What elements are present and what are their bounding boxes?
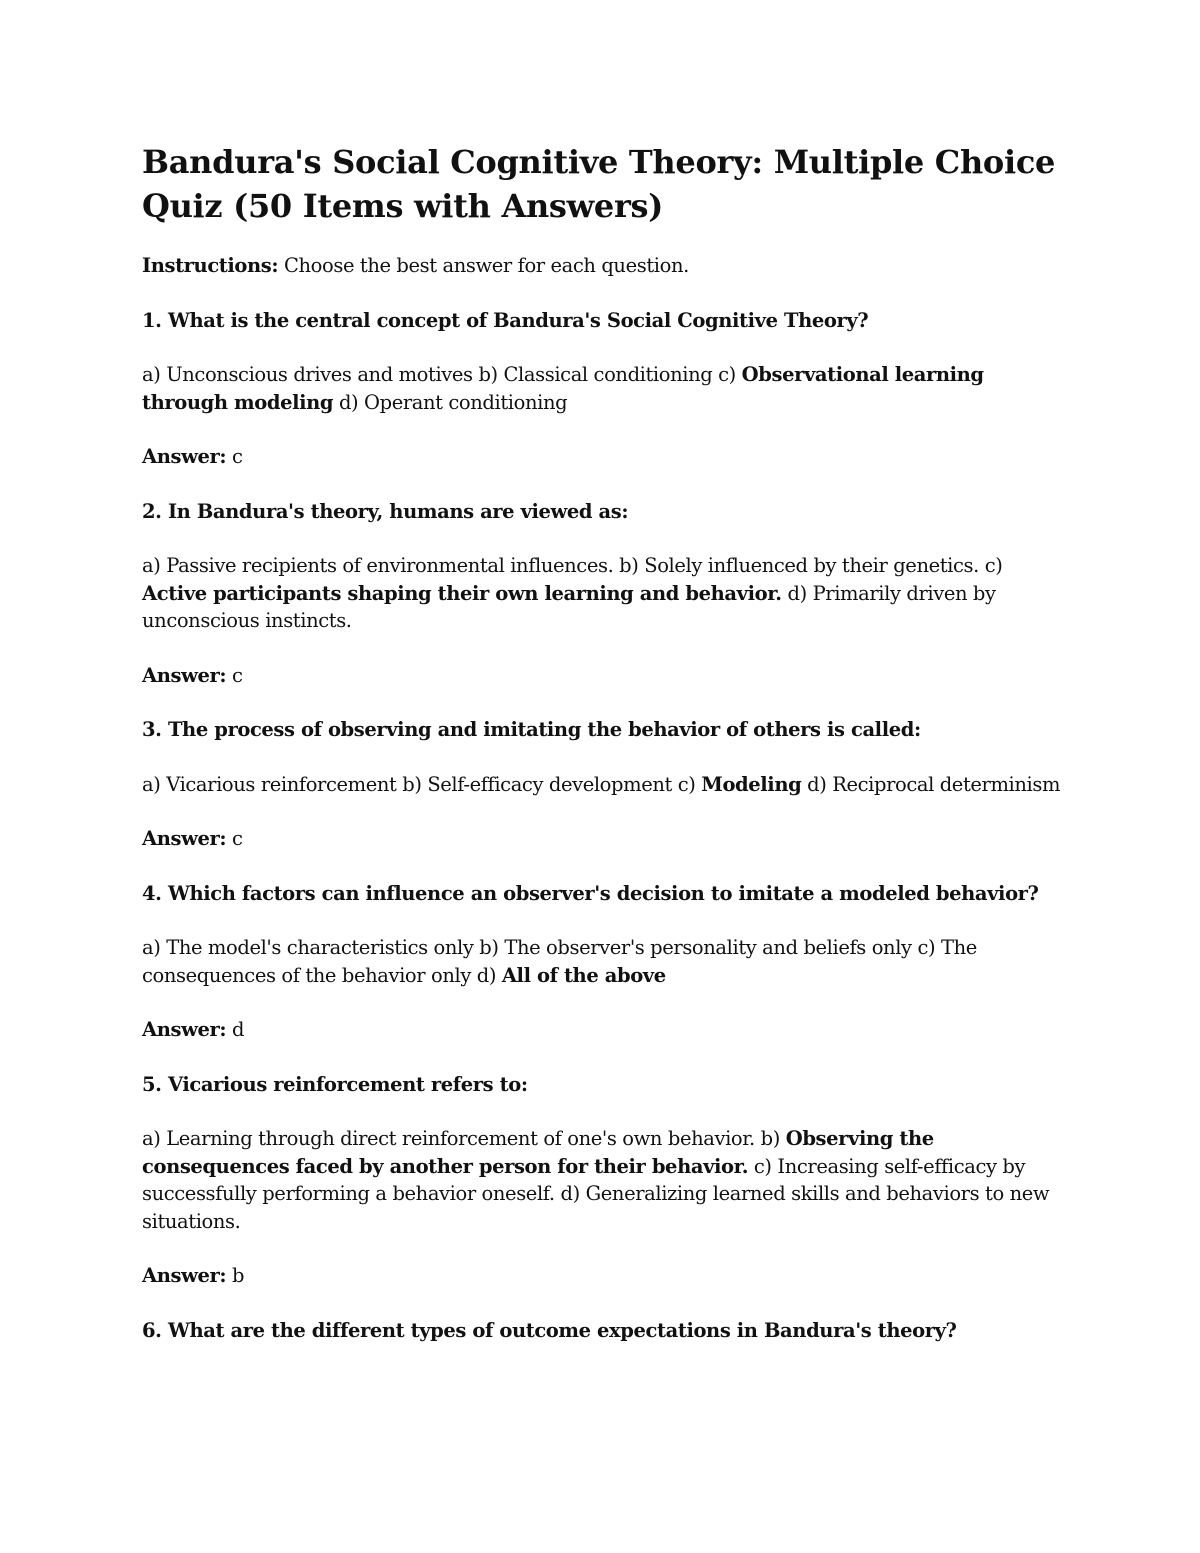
option-text: a) The model's characteristics only b) The observer's personality and beliefs only c) The consequences of the behavior only d) [142, 936, 977, 987]
answer-label: Answer: [142, 1264, 227, 1287]
answer-label: Answer: [142, 663, 227, 687]
document-page [142, 140, 1072, 1371]
answer-label: Answer: [142, 445, 227, 468]
answer-line [142, 825, 1072, 853]
question-text: 5. Vicarious reinforcement refers to: [142, 1072, 528, 1096]
question-text: 1. What is the central concept of Bandura's Social Cognitive Theory? [142, 308, 869, 332]
correct-option-text: Observational learning through modeling [142, 363, 984, 414]
option-text: a) Passive recipients of environmental influences. b) Solely influenced by their genetics. c) [142, 554, 1003, 577]
answer-line [142, 1016, 1072, 1044]
correct-option-text: All of the above [501, 963, 666, 987]
option-text: d) Reciprocal determinism [801, 772, 1061, 796]
instructions [142, 252, 1072, 280]
option-text: a) Learning through direct reinforcement of one's own behavior. b) [142, 1127, 786, 1150]
correct-option-text: Modeling [701, 772, 802, 796]
answer-line [142, 443, 1072, 471]
correct-option-text: Observing the consequences faced by another person for their behavior. [142, 1127, 934, 1178]
option-text: d) Operant conditioning [333, 390, 568, 414]
answer-value: c [226, 827, 243, 850]
document-title: Bandura's Social Cognitive Theory: Multiple Choice Quiz (50 Items with Answers) [142, 143, 1056, 225]
option-text: c) Increasing self-efficacy by successfully performing a behavior oneself. d) Generalizing learned skills and behaviors to new situations. [142, 1154, 1050, 1233]
answer-value: d [226, 1018, 245, 1041]
correct-option-text: Active participants shaping their own learning and behavior. [142, 581, 782, 605]
instructions-text: Choose the best answer for each question. [278, 254, 689, 277]
answer-line [142, 1262, 1072, 1290]
option-text: a) Vicarious reinforcement b) Self-efficacy development c) [142, 772, 702, 796]
answer-value: c [226, 445, 243, 468]
answer-options [142, 934, 1072, 989]
answer-options [142, 771, 1072, 799]
option-text: d) Primarily driven by unconscious instincts. [142, 581, 996, 632]
question-text: 2. In Bandura's theory, humans are viewed as: [142, 499, 629, 523]
instructions-label: Instructions: [142, 254, 279, 277]
question-text: 6. What are the different types of outcome expectations in Bandura's theory? [142, 1318, 957, 1342]
answer-options [142, 361, 1072, 416]
answer-line [142, 662, 1072, 690]
answer-label: Answer: [142, 1018, 227, 1041]
answer-options [142, 552, 1072, 635]
answer-options [142, 1125, 1072, 1235]
answer-value: b [226, 1264, 245, 1287]
option-text: a) Unconscious drives and motives b) Classical conditioning c) [142, 363, 742, 386]
question-list [142, 307, 1072, 1345]
question-text: 4. Which factors can influence an observer's decision to imitate a modeled behavior? [142, 881, 1039, 905]
question-text: 3. The process of observing and imitating the behavior of others is called: [142, 718, 921, 741]
answer-label: Answer: [142, 827, 227, 850]
answer-value: c [226, 663, 243, 687]
